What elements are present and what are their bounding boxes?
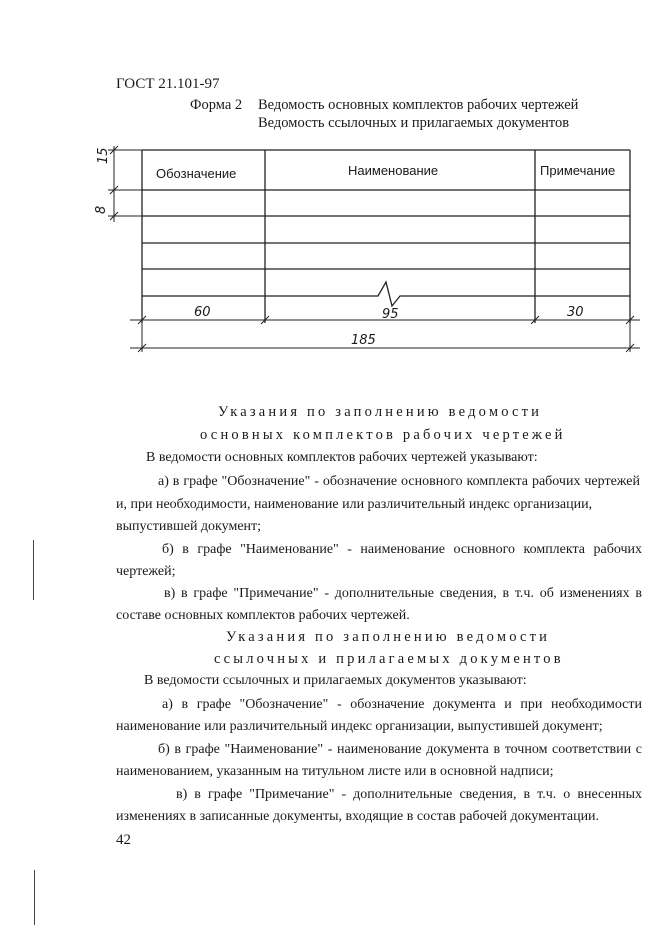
section2-item-b-line1: б) в графе "Наименование" - наименование документа в точном соответствии с [158,742,642,757]
section2-intro: В ведомости ссылочных и прилагаемых документов указывают: [144,673,527,688]
column-header-note: Примечание [540,163,616,178]
form-title-line2: Ведомость ссылочных и прилагаемых документов [258,115,570,131]
column-header-designation: Обозначение [156,166,237,181]
scan-margin-mark [34,870,35,925]
section1-item-b-line1: б) в графе "Наименование" - наименование основного комплекта рабочих [162,542,642,557]
section2-heading-line2: ссылочных и прилагаемых документов [214,651,564,667]
section1-item-c-line2: составе основных комплектов рабочих чертежей. [116,608,410,623]
section1-heading-line2: основных комплектов рабочих чертежей [200,427,566,443]
document-code: ГОСТ 21.101-97 [116,76,220,92]
dimension-col3: 30 [567,305,584,320]
section2-heading-line1: Указания по заполнению ведомости [226,629,551,645]
section1-item-a-line3: выпустившей документ; [116,519,262,534]
scan-margin-mark [33,540,34,600]
dimension-total: 185 [351,333,376,348]
form-number: Форма 2 [190,97,243,113]
section2-item-a-line1: а) в графе "Обозначение" - обозначение документа и при необходимости [162,697,642,712]
section1-item-a-line1: а) в графе "Обозначение" - обозначение основного комплекта рабочих чертежей [158,474,640,489]
form-title-line1: Ведомость основных комплектов рабочих чертежей [258,97,579,113]
section1-item-a-line2: и, при необходимости, наименование или различительный индекс организации, [116,497,593,512]
section2-item-a-line2: наименование или различительный индекс организации, выпустившей документ; [116,719,603,734]
section1-item-b-line2: чертежей; [116,564,176,579]
section1-intro: В ведомости основных комплектов рабочих чертежей указывают: [146,450,538,465]
page-number: 42 [116,832,131,848]
dimension-col2: 95 [382,307,399,322]
dimension-col1: 60 [194,305,211,320]
section2-item-c-line1: в) в графе "Примечание" - дополнительные сведения, в т.ч. о внесенных [176,787,642,802]
dimension-header-height: 15 [96,147,111,164]
section1-heading-line1: Указания по заполнению ведомости [218,404,543,420]
dimension-row-height: 8 [94,205,109,214]
section2-item-c-line2: изменениях в записанные документы, входящие в состав рабочей документации. [116,809,600,824]
form-table-drawing [0,0,661,380]
section1-item-c-line1: в) в графе "Примечание" - дополнительные сведения, в т.ч. об изменениях в [164,586,642,601]
column-header-name: Наименование [348,163,439,178]
section2-item-b-line2: наименованием, указанным на титульном листе или в основной надписи; [116,764,554,779]
